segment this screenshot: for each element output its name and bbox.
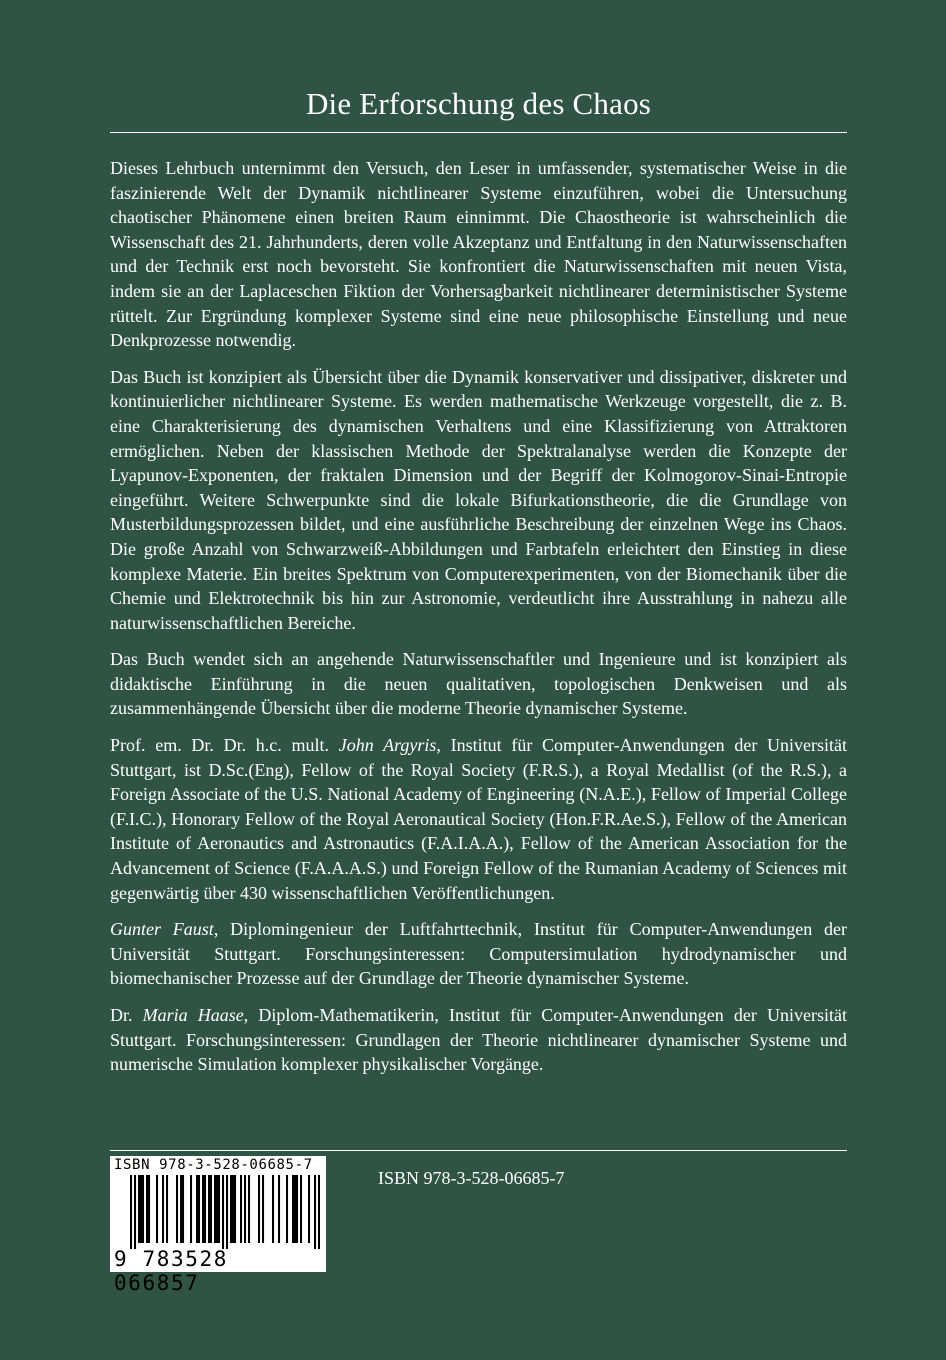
author-bio-faust xyxy=(110,917,847,991)
barcode-bar xyxy=(148,1175,150,1243)
isbn-number: ISBN 978-3-528-06685-7 xyxy=(378,1168,565,1188)
author-bio-argyris xyxy=(110,733,847,905)
author-title: Dr. xyxy=(110,1005,143,1025)
barcode-digits: 9 783528 066857 xyxy=(114,1247,228,1295)
barcode-bar xyxy=(210,1175,212,1243)
barcode-bar xyxy=(222,1175,224,1249)
author-name: John Argyris xyxy=(338,735,437,756)
barcode-bar xyxy=(278,1175,280,1243)
barcode-bar xyxy=(140,1175,142,1243)
barcode-bar xyxy=(134,1175,136,1249)
barcode-bar xyxy=(204,1175,206,1243)
barcode-bar xyxy=(314,1175,316,1249)
author-bio-text: , Diplomingenieur der Luftfahrttechnik, Institut für Computer-Anwendungen der Universität Stuttgart. Forschungsinteressen: Computersimulation hydrodynamischer und biomechanischer Prozesse auf der Grundlage der Theorie dynamischer Systeme. xyxy=(110,919,847,989)
content-paragraph: Das Buch ist konzipiert als Übersicht über die Dynamik konservativer und dissipativer, diskreter und kontinuierlicher nichtlinearer Systeme. Es werden mathematische Werkzeuge vorgestellt, die z. B. eine Charakterisierung des dynamischen Verhaltens und eine Klassifizierung von Attraktoren ermöglichen. Neben der klassischen Methode der Spektralanalyse werden die Konzepte der Lyapunov-Exponenten, der fraktalen Dimension und der Begriff der Kolmogorov-Sinai-Entropie eingeführt. Weitere Schwerpunkte sind die lokale Bifurkationstheorie, die die Grundlage von Musterbildungsprozessen bildet, und eine ausführliche Beschreibung der einzelnen Wege ins Chaos. Die große Anzahl von Schwarzweiß-Abbildungen und Farbtafeln erleichtert den Einstieg in diese komplexe Materie. Ein breites Spektrum von Computerexperimenten, von der Biomechanik über die Chemie und Elektrotechnik bis hin zur Astronomie, verdeutlicht ihre Ausstrahlung in nahezu alle naturwissenschaftlichen Bereiche. xyxy=(110,366,847,633)
barcode-bar xyxy=(180,1175,182,1243)
barcode-bar xyxy=(196,1175,198,1243)
barcode-bar xyxy=(286,1175,288,1243)
barcode-bar xyxy=(176,1175,178,1243)
barcode-bar xyxy=(214,1175,216,1243)
barcode-bar xyxy=(146,1175,148,1243)
barcode-bar xyxy=(166,1175,168,1243)
author-name: Maria Haase xyxy=(142,1005,244,1025)
barcode-bars xyxy=(130,1175,320,1249)
barcode-bar xyxy=(142,1175,144,1243)
barcode-bar xyxy=(292,1175,294,1243)
bottom-divider xyxy=(110,1150,847,1151)
title-divider xyxy=(110,132,847,133)
author-name: Gunter Faust xyxy=(110,919,214,940)
barcode-bar xyxy=(308,1175,310,1243)
barcode-bar xyxy=(138,1175,140,1243)
barcode-bar xyxy=(248,1175,250,1243)
barcode-bar xyxy=(232,1175,234,1243)
barcode-bar xyxy=(262,1175,264,1243)
barcode-bar xyxy=(272,1175,274,1243)
barcode-bar xyxy=(258,1175,260,1243)
book-title: Die Erforschung des Chaos xyxy=(305,86,652,121)
barcode-bar xyxy=(226,1175,228,1249)
barcode-bar xyxy=(230,1175,232,1243)
barcode-bar xyxy=(318,1175,320,1249)
author-title: Prof. em. Dr. Dr. h.c. mult. xyxy=(110,735,339,756)
barcode-bar xyxy=(300,1175,302,1243)
barcode-bar xyxy=(202,1175,204,1243)
barcode-bar xyxy=(130,1175,132,1249)
barcode-bar xyxy=(218,1175,220,1243)
barcode-bar xyxy=(190,1175,192,1243)
barcode-bar xyxy=(234,1175,236,1243)
barcode-bar xyxy=(182,1175,184,1243)
back-cover-text xyxy=(110,156,847,1089)
author-bio-haase xyxy=(110,1003,847,1077)
barcode-bar xyxy=(216,1175,218,1243)
audience-paragraph: Das Buch wendet sich an angehende Naturwissenschaftler und Ingenieure und ist konzipiert als didaktische Einführung in die neuen qualitativen, topologischen Denkweisen und als zusammenhängende Übersicht über die moderne Theorie dynamischer Systeme. xyxy=(110,649,847,719)
author-bio-text: , Diplom-Mathematikerin, Institut für Computer-Anwendungen der Universität Stuttgart. Forschungsinteressen: Grundlagen der Theorie nichtlinearer dynamischer Systeme und numerische Simulation komplexer physikalischer Vorgänge. xyxy=(110,1005,848,1075)
barcode-bar xyxy=(296,1175,298,1243)
barcode-isbn-label: ISBN 978-3-528-06685-7 xyxy=(114,1157,313,1173)
barcode-bar xyxy=(244,1175,246,1243)
intro-paragraph: Dieses Lehrbuch unternimmt den Versuch, den Leser in umfassender, systematischer Weise in die faszinierende Welt der Dynamik nichtlinearer Systeme einzuführen, wobei die Untersuchung chaotischer Phänomene einen breiten Raum einnimmt. Die Chaostheorie ist wahrscheinlich die Wissenschaft des 21. Jahrhunderts, deren volle Akzeptanz und Entfaltung in den Naturwissenschaften und der Technik erst noch bevorsteht. Sie konfrontiert die Naturwissenschaften mit neuen Vista, indem sie an der Laplaceschen Fiktion der Vorhersagbarkeit nichtlinearer deterministischer Systeme rüttelt. Zur Ergründung komplexer Systeme sind eine neue philosophische Einstellung und neue Denkprozesse notwendig. xyxy=(110,158,847,351)
barcode-bar xyxy=(208,1175,210,1243)
barcode-bar xyxy=(156,1175,158,1243)
barcode-bar xyxy=(294,1175,296,1243)
barcode-bar xyxy=(240,1175,242,1243)
barcode-bar xyxy=(198,1175,200,1243)
author-bio-text: , Institut für Computer-Anwendungen der Universität Stuttgart, ist D.Sc.(Eng), Fellow of the Royal Society (F.R.S.), a Royal Medallist (of the R.S.), a Foreign Associate of the U.S. National Academy of Engineering (N.A.E.), Fellow of Imperial College (F.I.C.), Honorary Fellow of the Royal Aeronautical Society (Hon.F.R.Ae.S.), Fellow of the American Institute of Aeronautics and Astronautics (F.A.I.A.A.), Fellow of the American Association for the Advancement of Science (F.A.A.A.S.) und Foreign Fellow of the Rumanian Academy of Sciences mit gegenwärtig über 430 wissenschaftlichen Veröffentlichungen. xyxy=(110,735,848,903)
barcode-bar xyxy=(162,1175,164,1243)
barcode xyxy=(110,1156,326,1295)
